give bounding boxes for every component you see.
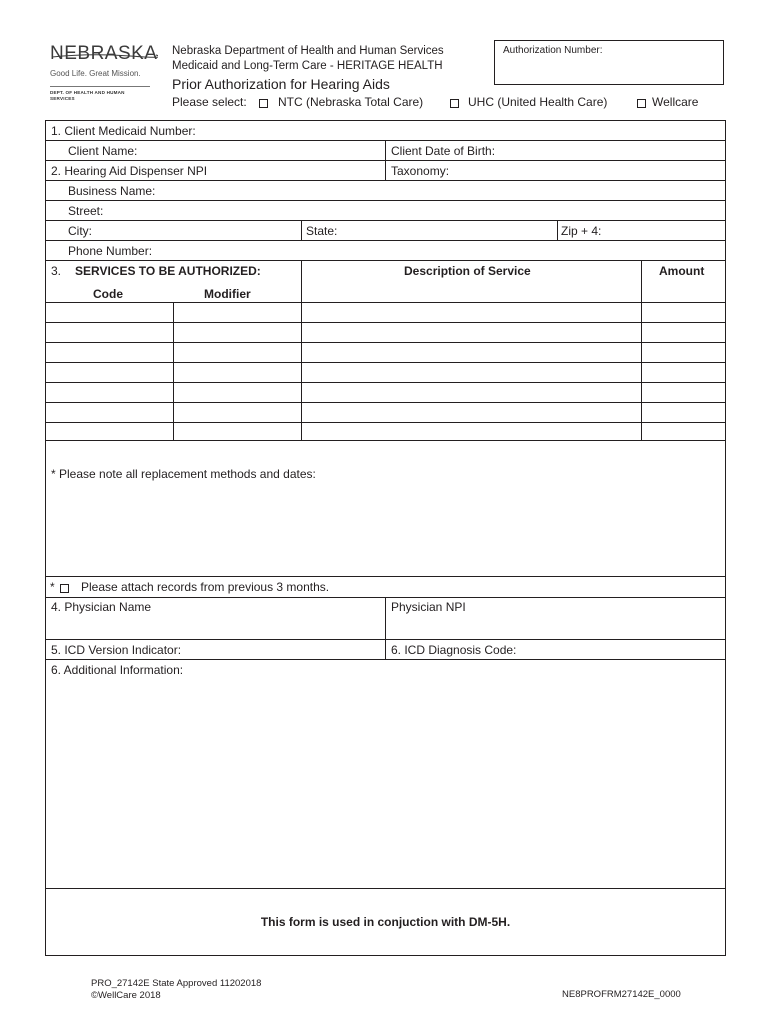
prior-auth-form — [45, 120, 726, 956]
ntc-checkbox[interactable] — [259, 96, 268, 110]
uhc-option-label: UHC (United Health Care) — [468, 95, 608, 109]
conjunction-note: This form is used in conjuction with DM-5H. — [260, 915, 511, 929]
footer-approval-text: PRO_27142E State Approved 11202018 — [91, 978, 262, 989]
business-name-label: Business Name: — [68, 184, 156, 198]
logo-tagline: Good Life. Great Mission. — [50, 69, 141, 78]
city-label: City: — [68, 224, 92, 238]
footer-form-id: NE8PROFRM27142E_0000 — [562, 989, 681, 1000]
state-label: State: — [306, 224, 338, 238]
ntc-option-label: NTC (Nebraska Total Care) — [278, 95, 424, 109]
icd-diagnosis-label: 6. ICD Diagnosis Code: — [391, 643, 517, 657]
taxonomy-label: Taxonomy: — [391, 164, 450, 178]
logo-dept-text: DEPT. OF HEALTH AND HUMAN SERVICES — [50, 86, 150, 102]
attach-records-checkbox[interactable] — [60, 581, 69, 595]
header-agency: Nebraska Department of Health and Human Services — [172, 45, 444, 57]
attach-records-label: Please attach records from previous 3 months. — [81, 580, 330, 594]
client-dob-label: Client Date of Birth: — [391, 144, 496, 158]
attach-note-star: * — [50, 580, 55, 594]
page-title: Prior Authorization for Hearing Aids — [172, 76, 390, 92]
wellcare-checkbox[interactable] — [637, 96, 646, 110]
zip-label: Zip + 4: — [561, 224, 602, 238]
authorization-number-field[interactable] — [494, 40, 724, 85]
uhc-checkbox[interactable] — [450, 96, 459, 110]
physician-npi-label: Physician NPI — [391, 600, 466, 614]
col-header-code: Code — [93, 287, 123, 301]
client-medicaid-number-label: 1. Client Medicaid Number: — [51, 124, 196, 138]
replacement-note-label: * Please note all replacement methods and dates: — [51, 467, 316, 481]
nebraska-logo — [50, 44, 162, 102]
col-header-modifier: Modifier — [204, 287, 251, 301]
authorization-number-label: Authorization Number: — [503, 45, 603, 56]
header-program: Medicaid and Long-Term Care - HERITAGE HEALTH — [172, 60, 443, 72]
client-name-label: Client Name: — [68, 144, 138, 158]
additional-info-label: 6. Additional Information: — [51, 663, 184, 677]
phone-number-label: Phone Number: — [68, 244, 153, 258]
logo-swoosh-icon — [50, 52, 158, 60]
plan-select-row — [172, 95, 732, 111]
wellcare-option-label: Wellcare — [652, 95, 699, 109]
services-section-title: SERVICES TO BE AUTHORIZED: — [75, 264, 261, 278]
dispenser-npi-label: 2. Hearing Aid Dispenser NPI — [51, 164, 208, 178]
physician-name-label: 4. Physician Name — [51, 600, 152, 614]
services-section-number: 3. — [51, 264, 62, 278]
select-label: Please select: — [172, 95, 247, 109]
col-header-amount: Amount — [659, 264, 705, 278]
col-header-description: Description of Service — [404, 264, 531, 278]
street-label: Street: — [68, 204, 104, 218]
icd-version-label: 5. ICD Version Indicator: — [51, 643, 182, 657]
logo-wordmark: NEBRASKA — [50, 43, 158, 64]
footer-copyright: ©WellCare 2018 — [91, 990, 161, 1001]
